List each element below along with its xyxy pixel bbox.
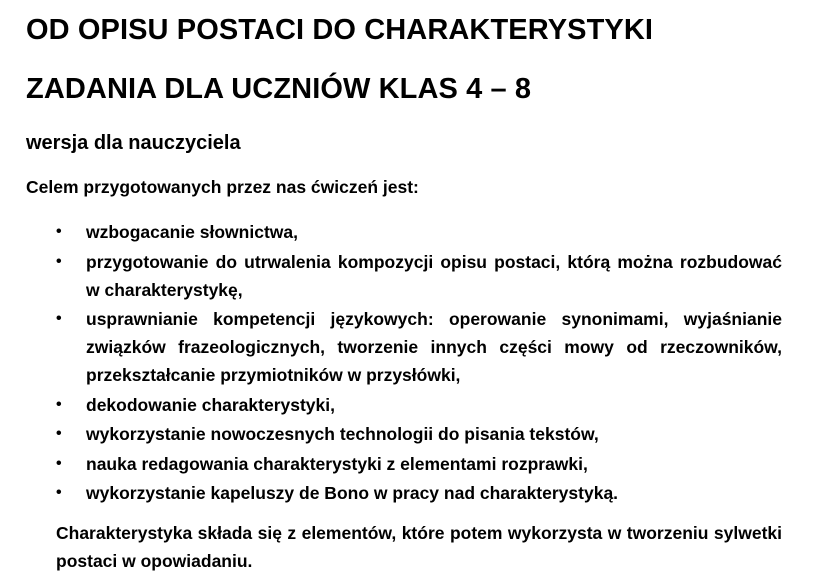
goal-text: przygotowanie do utrwalenia kompozycji opisu postaci, którą można rozbudować w charakterystykę,: [86, 251, 782, 300]
bullet-icon: •: [56, 454, 62, 472]
goal-text: nauka redagowania charakterystyki z elementami rozprawki,: [86, 453, 588, 474]
goal-list-item: [56, 479, 782, 507]
bullet-icon: •: [56, 252, 62, 270]
document-title-line-2: ZADANIA DLA UCZNIÓW KLAS 4 – 8: [26, 73, 532, 105]
document-title-line-1: OD OPISU POSTACI DO CHARAKTERYSTYKI: [26, 14, 654, 46]
bullet-icon: •: [56, 223, 62, 240]
goal-list-item: [56, 391, 782, 419]
goal-text: wykorzystanie nowoczesnych technologii do pisania tekstów,: [86, 424, 599, 444]
goal-list-item: [56, 305, 782, 389]
goal-list-item: [56, 420, 782, 448]
document-subtitle: wersja dla nauczyciela: [26, 132, 241, 154]
bullet-icon: •: [56, 395, 62, 413]
goal-text: usprawnianie kompetencji językowych: operowanie synonimami, wyjaśnianie związków frazeologicznych, tworzenie innych części mowy od rzeczowników, przekształcanie przymiotników w przysłówki,: [86, 309, 782, 385]
goals-list: [56, 218, 782, 509]
goal-text: wzbogacanie słownictwa,: [86, 222, 298, 242]
intro-paragraph: Celem przygotowanych przez nas ćwiczeń jest:: [26, 177, 419, 197]
bullet-icon: •: [56, 310, 62, 327]
bullet-icon: •: [56, 425, 62, 442]
goal-text: wykorzystanie kapeluszy de Bono w pracy nad charakterystyką.: [86, 483, 619, 503]
goal-list-item: [56, 218, 782, 246]
goal-list-item: [56, 450, 782, 478]
closing-paragraph: Charakterystyka składa się z elementów, które potem wykorzysta w tworzeniu sylwetki postaci w opowiadaniu.: [56, 523, 782, 571]
goal-text: dekodowanie charakterystyki,: [86, 394, 335, 415]
bullet-icon: •: [56, 484, 62, 501]
goal-list-item: [56, 248, 782, 304]
